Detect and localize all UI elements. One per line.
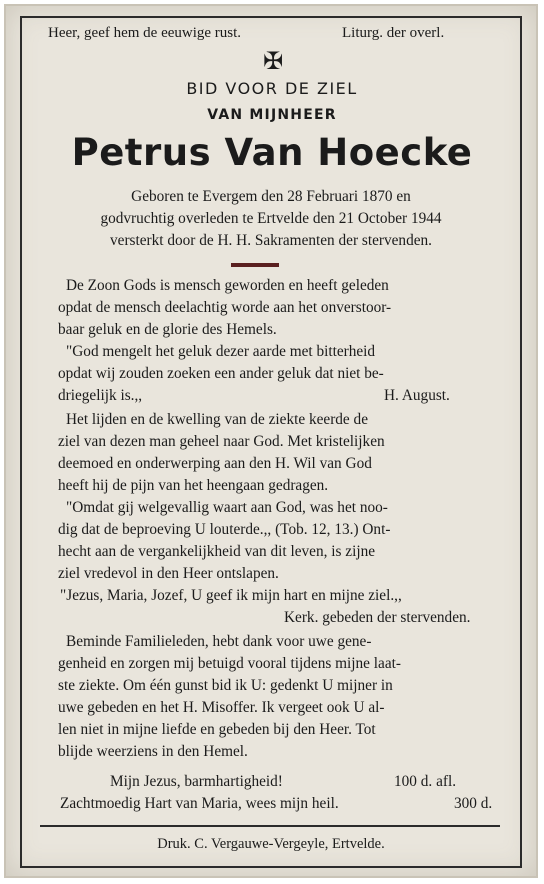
quote-attribution: H. August. [384, 387, 450, 404]
intro-line: Geboren te Evergem den 28 Februari 1870 en [131, 188, 411, 205]
indulgence-value: 100 d. afl. [394, 773, 457, 790]
heading-bid-voor: BID VOOR DE ZIEL [186, 79, 358, 98]
body-line: deemoed en onderwerping aan den H. Wil van God [58, 455, 372, 472]
quote-attribution: Kerk. gebeden der stervenden. [284, 609, 471, 626]
body-line: "God mengelt het geluk dezer aarde met bitterheid [66, 343, 376, 360]
body-line: opdat wij zouden zoeken een ander geluk dat niet be- [58, 365, 384, 382]
footer-rule [40, 825, 500, 827]
intro-line: godvruchtig overleden te Ertvelde den 21 October 1944 [100, 210, 442, 227]
body-line: "Omdat gij welgevallig waart aan God, was het noo- [66, 499, 388, 516]
body-line: ziel van dezen man geheel naar God. Met kristelijken [58, 433, 385, 450]
body-line: "Jezus, Maria, Jozef, U geef ik mijn hart en mijne ziel.,, [60, 587, 402, 604]
body-line: genheid en zorgen mij betuigd vooral tijdens mijne laat- [58, 655, 401, 672]
heading-van-mijnheer: VAN MIJNHEER [207, 107, 337, 123]
body-line: dig dat de beproeving U louterde.,, (Tob. 12, 13.) Ont- [58, 521, 391, 538]
body-line: hecht aan de vergankelijkheid van dit leven, is zijne [58, 543, 376, 560]
body-line: De Zoon Gods is mensch geworden en heeft geleden [66, 277, 389, 294]
body-line: ste ziekte. Om één gunst bid ik U: gedenkt U mijner in [58, 677, 393, 694]
body-line: len niet in mijne liefde en gebeden bij den Heer. Tot [58, 721, 376, 738]
body-line: Beminde Familieleden, hebt dank voor uwe gene- [66, 633, 372, 650]
cross-icon: ✠ [263, 47, 284, 75]
body-line: opdat de mensch deelachtig worde aan het onverstoor- [58, 299, 392, 316]
indulgence-value: 300 d. [454, 795, 493, 812]
separator-bar [231, 263, 279, 267]
body-line: uwe gebeden en het H. Misoffer. Ik vergeet ook U al- [58, 699, 385, 716]
body-line: blijde weerziens in den Hemel. [58, 743, 248, 760]
intro-line: versterkt door de H. H. Sakramenten der stervenden. [110, 232, 432, 249]
header-prayer-left: Heer, geef hem de eeuwige rust. [48, 25, 242, 41]
deceased-name: Petrus Van Hoecke [71, 131, 473, 174]
body-line: baar geluk en de glorie des Hemels. [58, 321, 277, 338]
printer-credit: Druk. C. Vergauwe-Vergeyle, Ertvelde. [157, 836, 385, 852]
body-line: heeft hij de pijn van het heengaan gedragen. [58, 477, 329, 494]
body-line: ziel vredevol in den Heer ontslapen. [58, 565, 279, 582]
body-line: Het lijden en de kwelling van de ziekte keerde de [66, 411, 368, 428]
header-source-right: Liturg. der overl. [342, 25, 445, 41]
body-line: driegelijk is.,, [58, 387, 143, 404]
indulgence-text: Mijn Jezus, barmhartigheid! [110, 773, 283, 790]
indulgence-text: Zachtmoedig Hart van Maria, wees mijn heil. [60, 795, 339, 812]
